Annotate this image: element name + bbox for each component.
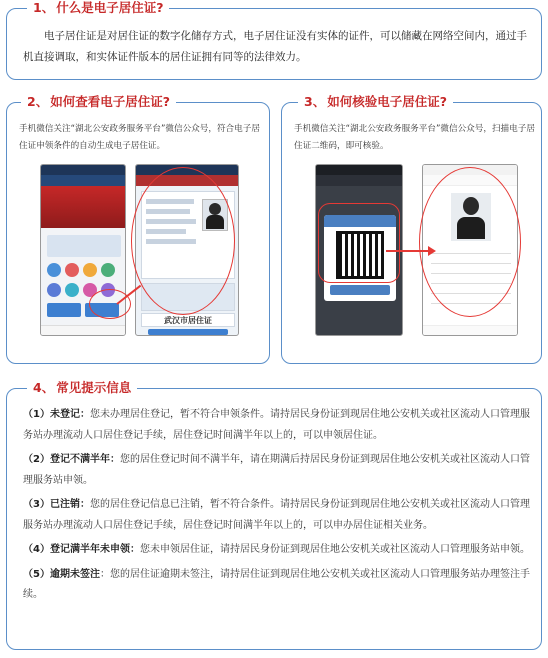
arrow-line: [386, 250, 430, 252]
section-title: [21, 94, 176, 110]
item-text: 您未申领居住证，请持居民身份证到现居住地公安机关或社区流动人口管理服务站申领。: [139, 544, 530, 555]
item-label: （3）已注销：: [23, 499, 90, 510]
list-item: [23, 450, 531, 491]
section-body: 电子居住证是对居住证的数字化储存方式，电子居住证没有实体的证件，可以储藏在网络空间内，通过手机直接调取，和实体证件版本的居住证拥有同等的法律效力。: [23, 30, 527, 63]
item-text: 您未办理居住登记，暂不符合申领条件。请持居民身份证到现居住地公安机关或社区流动人口管理服务站办理流动人口居住登记手续，居住登记时间满半年以上的，可以申领居住证。: [23, 409, 530, 441]
highlight-circle: [318, 203, 400, 283]
item-label: （5）逾期未签注: [23, 568, 100, 580]
list-item: [23, 540, 531, 561]
section-description: 手机微信关注“湖北公安政务服务平台”微信公众号，扫描电子居住证二维码，即可核验。: [294, 124, 535, 151]
section-title: [27, 0, 169, 16]
item-label: （2）登记不满半年：: [23, 454, 120, 465]
message-list: [23, 405, 531, 610]
highlight-circle: [131, 167, 235, 315]
item-label: （4）登记满半年未申领：: [23, 544, 140, 555]
e-card-title: 武汉市居住证: [141, 313, 235, 327]
section-title: [27, 380, 137, 396]
section-number: 4、: [33, 380, 55, 395]
section-what-is: [6, 0, 542, 80]
section-number: 1、: [33, 0, 55, 15]
section-heading: 什么是电子居住证?: [56, 0, 164, 15]
list-item: [23, 405, 531, 446]
item-text: 您的居住登记时间不满半年，请在期满后持居民身份证到现居住地公安机关或社区流动人口管理服务站申领。: [23, 454, 530, 486]
item-text: 您的居住登记信息已注销，暂不符合条件。请持居民身份证到现居住地公安机关或社区流动人口管理服务站办理流动人口居住登记手续，居住登记时间满半年以上的，可以申办居住证相关业务。: [23, 499, 530, 531]
list-item: [23, 565, 531, 606]
section-how-to-view: [6, 94, 270, 364]
item-label: （1）未登记：: [23, 409, 90, 420]
section-number: 3、: [304, 94, 326, 109]
section-heading: 如何核验电子居住证?: [327, 94, 447, 109]
list-item: [23, 495, 531, 536]
section-title: [298, 94, 453, 110]
highlight-circle: [89, 289, 131, 319]
section-how-to-verify: [281, 94, 542, 364]
section-heading: 如何查看电子居住证?: [50, 94, 170, 109]
section-number: 2、: [27, 94, 49, 109]
highlight-circle: [419, 167, 521, 317]
item-text: ：您的居住证逾期未签注，请持居住证到现居住地公安机关或社区流动人口管理服务站办理签注手续。: [23, 568, 530, 600]
section-heading: 常见提示信息: [56, 380, 132, 395]
section-common-messages: [6, 380, 542, 650]
section-description: 手机微信关注“湖北公安政务服务平台”微信公众号，符合电子居住证申领条件的自动生成电子居住证。: [19, 124, 260, 151]
arrow-head: [428, 246, 436, 256]
